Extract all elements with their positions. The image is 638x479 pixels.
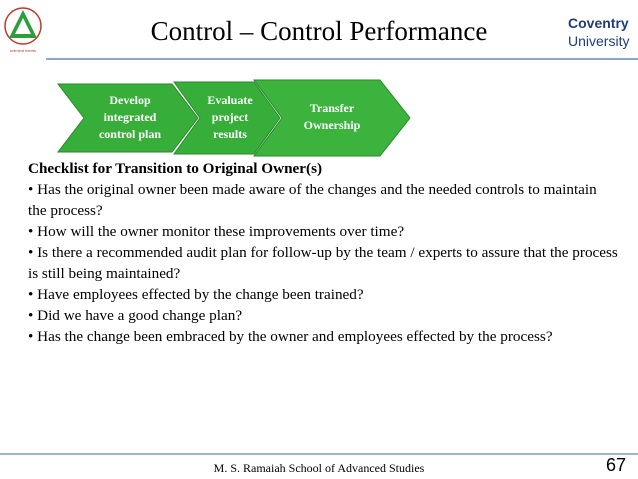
slide-title: Control – Control Performance (150, 16, 488, 46)
logo-word-university: University (568, 33, 630, 49)
checklist-item: • Is there a recommended audit plan for follow-up by the team / experts to assure that the process is still being maintained? (28, 244, 618, 282)
title-divider (46, 58, 638, 60)
step-transfer-line: Ownership (303, 118, 361, 132)
checklist-item: • Did we have a good change plan? (28, 307, 243, 324)
step-evaluate-line: project (211, 110, 249, 124)
step-evaluate-line: results (213, 127, 247, 141)
process-flow (50, 76, 420, 160)
step-evaluate-line: Evaluate (207, 93, 253, 107)
checklist-item: • Has the original owner been made aware of the changes and the needed controls to maintain the process? (28, 181, 597, 219)
page-number: 67 (605, 455, 626, 475)
checklist-item: • Have employees effected by the change been trained? (28, 286, 364, 303)
step-evaluate-label (190, 92, 270, 143)
step-transfer-line: Transfer (309, 101, 355, 115)
step-develop-line: control plan (98, 127, 162, 141)
step-develop-label (80, 92, 180, 143)
step-develop-line: integrated (103, 110, 157, 124)
step-develop-line: Develop (109, 93, 151, 107)
footer-institution: M. S. Ramaiah School of Advanced Studies (213, 461, 425, 475)
checklist-heading: Checklist for Transition to Original Owner(s) (28, 160, 323, 177)
footer-divider (0, 453, 638, 455)
checklist-item: • How will the owner monitor these improvements over time? (28, 223, 405, 240)
step-transfer-label (282, 100, 382, 134)
logo-word-coventry: Coventry (568, 15, 629, 31)
checklist-item: • Has the change been embraced by the owner and employees effected by the process? (28, 328, 553, 345)
logo-caption: unimind merits (9, 48, 37, 53)
checklist (28, 158, 618, 347)
coventry-university-logo (566, 10, 630, 54)
